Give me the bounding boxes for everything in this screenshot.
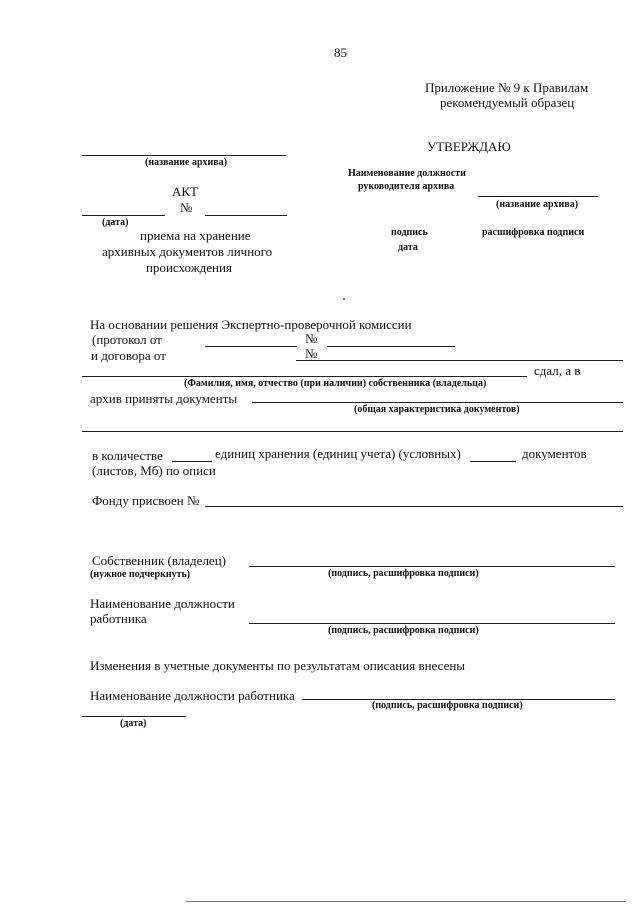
- owner-name-line: [82, 376, 527, 377]
- contract-label: и договора от: [91, 348, 166, 363]
- worker-position-full: Наименование должности работника: [90, 688, 295, 703]
- fund-label: Фонду присвоен №: [92, 493, 200, 508]
- protocol-date-line: [205, 346, 297, 347]
- act-number-line: [205, 215, 287, 216]
- protocol-number-line: [327, 346, 455, 347]
- approval-signature-label: подпись: [391, 227, 428, 238]
- act-subject-line2: архивных документов личного: [102, 244, 273, 259]
- act-subject-line3: происхождения: [146, 260, 232, 275]
- final-date-line: [82, 716, 186, 717]
- final-date-caption: (дата): [120, 718, 147, 729]
- sheets-line: (листов, Мб) по описи: [92, 463, 216, 478]
- docs-characteristic-line: [252, 402, 623, 403]
- owner-signature-caption: (подпись, расшифровка подписи): [328, 568, 479, 579]
- act-title: АКТ: [172, 184, 198, 199]
- contract-line: [296, 360, 623, 361]
- protocol-label: (протокол от: [92, 332, 162, 347]
- documents-word: документов: [522, 446, 587, 461]
- sample-line: рекомендуемый образец: [440, 95, 575, 110]
- act-date-caption: (дата): [102, 217, 129, 228]
- basis-line: На основании решения Экспертно-проверочной комиссии: [90, 317, 412, 332]
- approval-title: УТВЕРЖДАЮ: [427, 139, 511, 154]
- quantity-line: [172, 461, 212, 462]
- approval-date-label: дата: [398, 242, 418, 253]
- changes-line: Изменения в учетные документы по результатам описания внесены: [90, 658, 466, 673]
- worker-position-line1: Наименование должности: [90, 596, 235, 611]
- archive-name-caption: (название архива): [145, 157, 228, 168]
- quantity-units-text: единиц хранения (единиц учета) (условных): [215, 446, 461, 461]
- handed-over-text: сдал, а в: [534, 363, 581, 378]
- accepted-label: архив приняты документы: [90, 391, 238, 406]
- head-position-line2: руководителя архива: [358, 181, 455, 192]
- worker-signature-caption: (подпись, расшифровка подписи): [328, 625, 479, 636]
- quantity-prefix: в количестве: [92, 448, 163, 463]
- owner-signature-line: [249, 566, 615, 567]
- act-date-line: [82, 215, 165, 216]
- approval-archive-line: [478, 196, 598, 197]
- owner-caption: (Фамилия, имя, отчество (при наличии) собственника (владельца): [184, 378, 487, 389]
- blank-line: [82, 431, 623, 432]
- final-signature-caption: (подпись, расшифровка подписи): [372, 700, 523, 711]
- page-number: 85: [334, 45, 347, 60]
- worker-position-line2: работника: [90, 611, 147, 626]
- protocol-number-label: №: [305, 331, 318, 346]
- appendix-line: Приложение № 9 к Правилам: [425, 80, 589, 95]
- act-number-label: №: [180, 200, 193, 215]
- approval-archive-caption: (название архива): [496, 199, 579, 210]
- underline-note: (нужное подчеркнуть): [90, 569, 191, 580]
- page-bottom-edge: [186, 901, 626, 902]
- docs-characteristic-caption: (общая характеристика документов): [354, 404, 520, 415]
- archive-name-line: [82, 155, 286, 156]
- head-position-line1: Наименование должности: [348, 168, 466, 179]
- fund-number-line: [205, 506, 623, 507]
- contract-number-label: №: [305, 346, 318, 361]
- approval-decoding-label: расшифровка подписи: [482, 227, 585, 238]
- scan-speck: [343, 298, 345, 300]
- worker-signature-line: [249, 623, 615, 624]
- act-subject-line1: приема на хранение: [140, 228, 251, 243]
- owner-label: Собственник (владелец): [92, 553, 226, 568]
- conditional-quantity-line: [470, 461, 516, 462]
